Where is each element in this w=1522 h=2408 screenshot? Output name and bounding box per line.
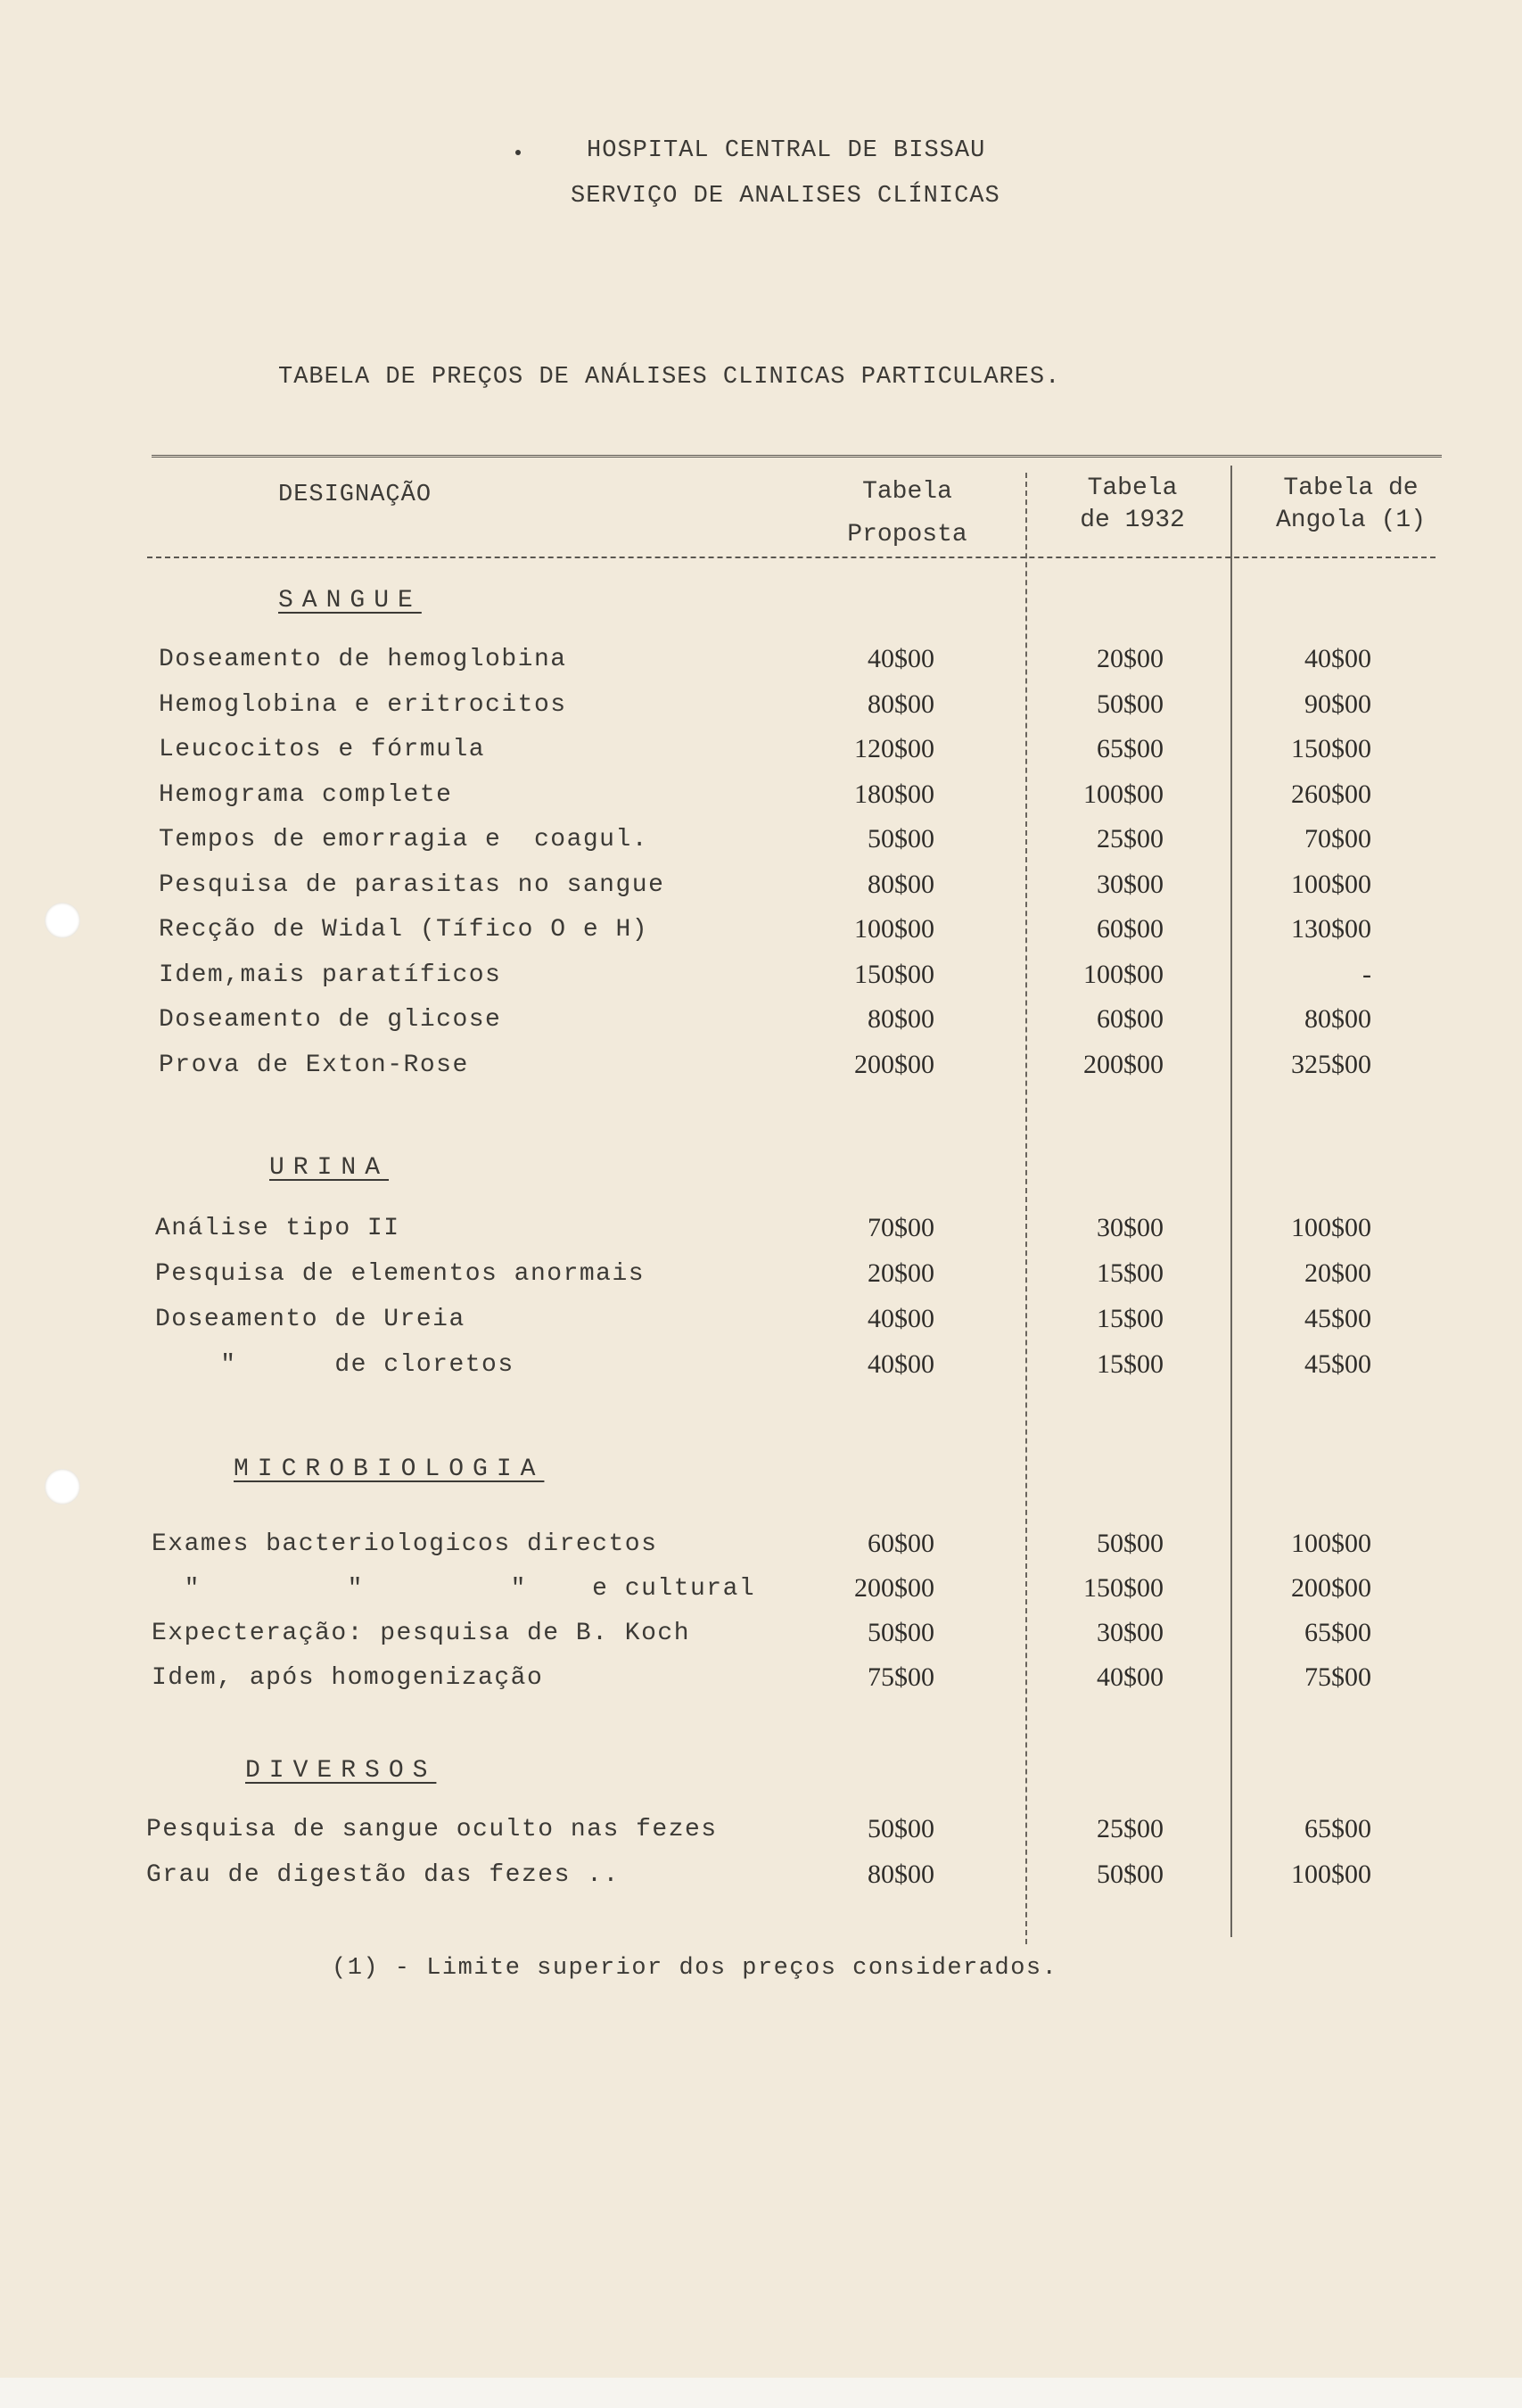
row-price-proposed: 80$00 [868,1004,934,1034]
row-designation: Doseamento de hemoglobina [159,646,567,673]
row-price-y1932: 40$00 [1097,1662,1164,1692]
row-price-y1932: 200$00 [1083,1049,1164,1079]
row-price-y1932: 100$00 [1083,959,1164,989]
column-header-1932: Tabela de 1932 [1080,474,1185,534]
row-price-proposed: 20$00 [868,1258,934,1288]
punch-hole-top [45,903,80,938]
row-price-y1932: 60$00 [1097,1004,1164,1034]
section-heading: URINA [269,1154,390,1182]
row-price-proposed: 40$00 [868,644,934,673]
row-designation: Prova de Exton-Rose [159,1051,469,1079]
row-designation: " de cloretos [155,1351,514,1379]
row-designation: Tempos de emorragia e coagul. [159,826,649,854]
row-price-angola: - [1362,959,1371,989]
row-price-proposed: 80$00 [868,689,934,719]
row-price-angola: 260$00 [1291,779,1371,809]
table-top-rule [152,455,1442,458]
row-price-angola: 325$00 [1291,1049,1371,1079]
row-price-y1932: 15$00 [1097,1258,1164,1288]
section-heading: SANGUE [278,587,422,614]
row-price-proposed: 40$00 [868,1349,934,1379]
row-price-proposed: 180$00 [854,779,934,809]
row-price-proposed: 100$00 [854,914,934,944]
paper-edge [0,2378,1522,2408]
bullet-dot [515,150,521,155]
column-header-angola: Tabela de Angola (1) [1275,474,1427,534]
row-designation: Recção de Widal (Tífico O e H) [159,916,649,944]
row-price-angola: 70$00 [1304,824,1371,854]
row-designation: Doseamento de Ureia [155,1306,465,1333]
row-price-proposed: 50$00 [868,824,934,854]
row-price-angola: 65$00 [1304,1814,1371,1843]
service-name: SERVIÇO DE ANALISES CLÍNICAS [571,183,1000,210]
row-designation: Expecteração: pesquisa de B. Koch [152,1620,690,1647]
section-heading: MICROBIOLOGIA [234,1456,545,1483]
row-price-y1932: 25$00 [1097,1814,1164,1843]
row-price-proposed: 200$00 [854,1049,934,1079]
row-designation: " " " e cultural [152,1575,756,1603]
row-price-angola: 100$00 [1291,1529,1371,1558]
row-designation: Análise tipo II [155,1215,400,1242]
row-price-angola: 45$00 [1304,1349,1371,1379]
row-price-proposed: 80$00 [868,1860,934,1889]
row-price-proposed: 50$00 [868,1814,934,1843]
footnote: (1) - Limite superior dos preços considerados. [332,1955,1058,1982]
section-heading: DIVERSOS [245,1757,437,1785]
row-price-proposed: 50$00 [868,1618,934,1647]
row-price-proposed: 200$00 [854,1573,934,1603]
row-price-y1932: 15$00 [1097,1349,1164,1379]
row-price-y1932: 100$00 [1083,779,1164,809]
row-price-y1932: 60$00 [1097,914,1164,944]
row-price-y1932: 50$00 [1097,1860,1164,1889]
document-title: TABELA DE PREÇOS DE ANÁLISES CLINICAS PARTICULARES. [278,364,1061,391]
row-price-y1932: 25$00 [1097,824,1164,854]
row-price-proposed: 70$00 [868,1213,934,1242]
row-price-angola: 100$00 [1291,1213,1371,1242]
row-price-proposed: 75$00 [868,1662,934,1692]
row-designation: Exames bacteriologicos directos [152,1530,658,1558]
row-price-angola: 75$00 [1304,1662,1371,1692]
row-price-y1932: 15$00 [1097,1304,1164,1333]
row-price-angola: 150$00 [1291,734,1371,763]
row-price-angola: 100$00 [1291,1860,1371,1889]
column-header-designation: DESIGNAÇÃO [278,482,432,508]
row-price-angola: 100$00 [1291,869,1371,899]
hospital-name: HOSPITAL CENTRAL DE BISSAU [587,137,986,164]
row-price-y1932: 150$00 [1083,1573,1164,1603]
row-price-y1932: 30$00 [1097,1618,1164,1647]
row-designation: Hemoglobina e eritrocitos [159,690,567,719]
row-price-proposed: 120$00 [854,734,934,763]
row-price-angola: 20$00 [1304,1258,1371,1288]
row-price-proposed: 80$00 [868,869,934,899]
row-price-angola: 80$00 [1304,1004,1371,1034]
row-designation: Doseamento de glicose [159,1006,502,1034]
row-price-angola: 45$00 [1304,1304,1371,1333]
row-designation: Grau de digestão das fezes .. [146,1861,620,1889]
row-designation: Pesquisa de parasitas no sangue [159,870,665,899]
row-price-proposed: 60$00 [868,1529,934,1558]
row-designation: Idem, após homogenização [152,1664,544,1692]
row-price-y1932: 20$00 [1097,644,1164,673]
row-price-y1932: 50$00 [1097,689,1164,719]
column-separator-2 [1230,466,1232,1937]
row-price-y1932: 30$00 [1097,1213,1164,1242]
row-price-angola: 40$00 [1304,644,1371,673]
punch-hole-bottom [45,1469,80,1505]
row-designation: Idem,mais paratíficos [159,961,502,989]
row-price-y1932: 30$00 [1097,869,1164,899]
row-price-proposed: 40$00 [868,1304,934,1333]
row-price-y1932: 65$00 [1097,734,1164,763]
row-price-y1932: 50$00 [1097,1529,1164,1558]
row-price-angola: 65$00 [1304,1618,1371,1647]
row-price-angola: 200$00 [1291,1573,1371,1603]
row-designation: Hemograma complete [159,780,453,809]
row-price-angola: 130$00 [1291,914,1371,944]
row-designation: Leucocitos e fórmula [159,736,486,763]
row-price-angola: 90$00 [1304,689,1371,719]
row-price-proposed: 150$00 [854,959,934,989]
row-designation: Pesquisa de sangue oculto nas fezes [146,1816,718,1843]
header-bottom-rule [147,557,1436,558]
column-header-proposed: Tabela Proposta [847,478,967,548]
row-designation: Pesquisa de elementos anormais [155,1260,646,1288]
